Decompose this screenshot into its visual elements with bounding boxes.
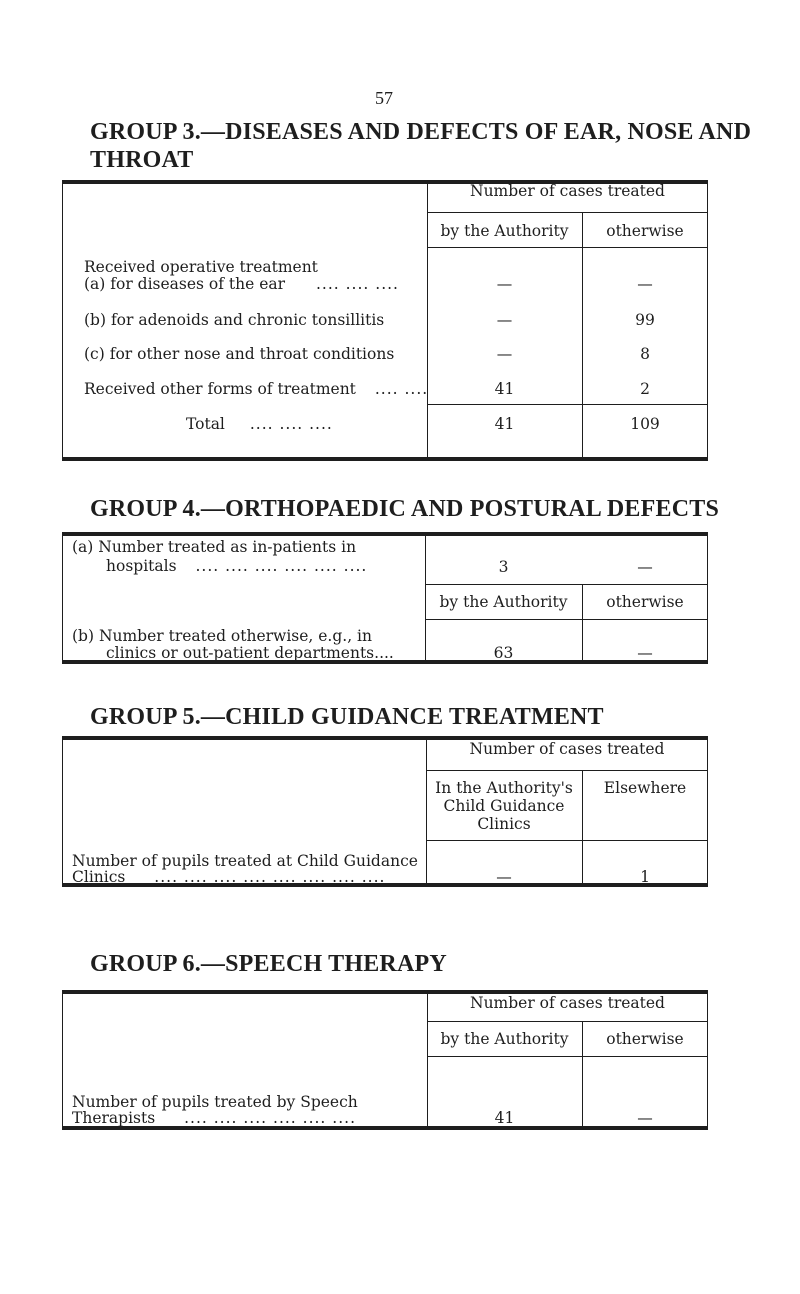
total-otherwise: 109 <box>630 415 660 433</box>
group4-subheader-rule-top <box>425 584 708 585</box>
group4-title: GROUP 4.—ORTHOPAEDIC AND POSTURAL DEFECTS <box>90 496 719 522</box>
group4-row-b-line1: (b) Number treated otherwise, e.g., in <box>72 627 372 645</box>
group5-header-rule <box>426 840 708 841</box>
group5-left-border <box>62 736 63 887</box>
group3-subheader-rule <box>427 212 708 213</box>
group5-row-line1: Number of pupils treated at Child Guidance <box>72 852 418 870</box>
leader-dots: .... .... .... .... .... .... <box>184 1109 356 1127</box>
cell-value: — <box>496 345 513 363</box>
group6-col-otherwise: otherwise <box>606 1030 684 1048</box>
group3-col-authority: by the Authority <box>440 222 569 240</box>
total-label: Total <box>186 415 225 433</box>
group6-value-otherwise: — <box>637 1109 653 1127</box>
group5-col-authority-line3: Clinics <box>477 815 531 833</box>
total-row <box>186 415 333 434</box>
cell-value: 2 <box>640 380 650 398</box>
table-row: (c) for other nose and throat conditions <box>84 345 395 363</box>
table-row: (b) for adenoids and chronic tonsillitis <box>84 311 385 329</box>
group4-row-b-otherwise: — <box>637 644 653 662</box>
leader-dots: .... .... .... .... .... .... .... .... <box>154 868 386 886</box>
group3-total-rule <box>427 404 708 405</box>
group5-row-line2 <box>72 868 385 887</box>
group6-left-border <box>62 990 63 1130</box>
leader-dots: .... .... .... <box>249 415 333 433</box>
table-row <box>84 380 428 399</box>
row-label: hospitals <box>106 557 177 575</box>
cell-value: 99 <box>635 311 655 329</box>
group6-subheader-rule <box>427 1021 708 1022</box>
group5-title: GROUP 5.—CHILD GUIDANCE TREATMENT <box>90 704 604 730</box>
row-label: Received other forms of treatment <box>84 380 356 398</box>
cell-value: 8 <box>640 345 650 363</box>
group5-subheader-rule <box>426 770 708 771</box>
leader-dots: .... .... <box>374 380 429 398</box>
page-number: 57 <box>375 88 393 108</box>
group5-col-group-header: Number of cases treated <box>469 740 665 758</box>
group4-row-a-other: — <box>637 558 653 576</box>
group5-col-elsewhere: Elsewhere <box>603 779 687 797</box>
leader-dots: .... .... .... .... .... .... <box>195 557 368 575</box>
group3-col-otherwise: otherwise <box>606 222 684 240</box>
row-label: Clinics <box>72 868 126 886</box>
leader-dots: .... .... .... <box>316 275 399 293</box>
group4-col-otherwise: otherwise <box>606 593 684 611</box>
group3-left-border <box>62 180 63 461</box>
group6-col-group-header: Number of cases treated <box>470 994 665 1012</box>
group5-value-authority: — <box>496 868 512 886</box>
group5-value-elsewhere: 1 <box>640 868 650 886</box>
cell-value: 41 <box>494 380 515 398</box>
group3-col-group-header: Number of cases treated <box>470 182 665 200</box>
group6-title: GROUP 6.—SPEECH THERAPY <box>90 951 447 977</box>
group6-header-rule <box>427 1056 708 1057</box>
table-row <box>84 275 399 294</box>
group4-top-rule <box>62 532 708 536</box>
total-authority: 41 <box>494 415 515 433</box>
group4-row-a-value: 3 <box>498 558 509 576</box>
group4-left-border <box>62 532 63 664</box>
cell-value: — <box>496 275 513 293</box>
cell-value: — <box>637 275 653 293</box>
group6-row-line2 <box>72 1109 356 1128</box>
group5-col-authority-line2: Child Guidance <box>443 797 565 815</box>
row-label: (a) for diseases of the ear <box>84 275 286 293</box>
group3-row-header: Received operative treatment <box>84 258 318 276</box>
group4-row-b-line2: clinics or out-patient departments.... <box>106 644 394 662</box>
group3-title-line1: GROUP 3.—DISEASES AND DEFECTS OF EAR, NOSE AND <box>90 119 752 145</box>
group6-value-authority: 41 <box>494 1109 515 1127</box>
group3-header-rule <box>427 247 708 248</box>
group4-subheader-rule-bottom <box>425 619 708 620</box>
group4-col-authority: by the Authority <box>439 593 568 611</box>
group3-bottom-rule <box>62 457 708 461</box>
group4-row-b-authority: 63 <box>493 644 514 662</box>
group6-col-divider-1 <box>427 994 428 1126</box>
group3-title-line2: THROAT <box>90 147 194 173</box>
group5-col-authority-line1: In the Authority's <box>435 779 573 797</box>
group6-row-line1: Number of pupils treated by Speech <box>72 1093 358 1111</box>
group4-row-a-line1: (a) Number treated as in-patients in <box>72 538 357 556</box>
row-label: Therapists <box>72 1109 156 1127</box>
group4-row-a-line2 <box>106 557 367 576</box>
cell-value: — <box>496 311 513 329</box>
group6-col-authority: by the Authority <box>440 1030 569 1048</box>
